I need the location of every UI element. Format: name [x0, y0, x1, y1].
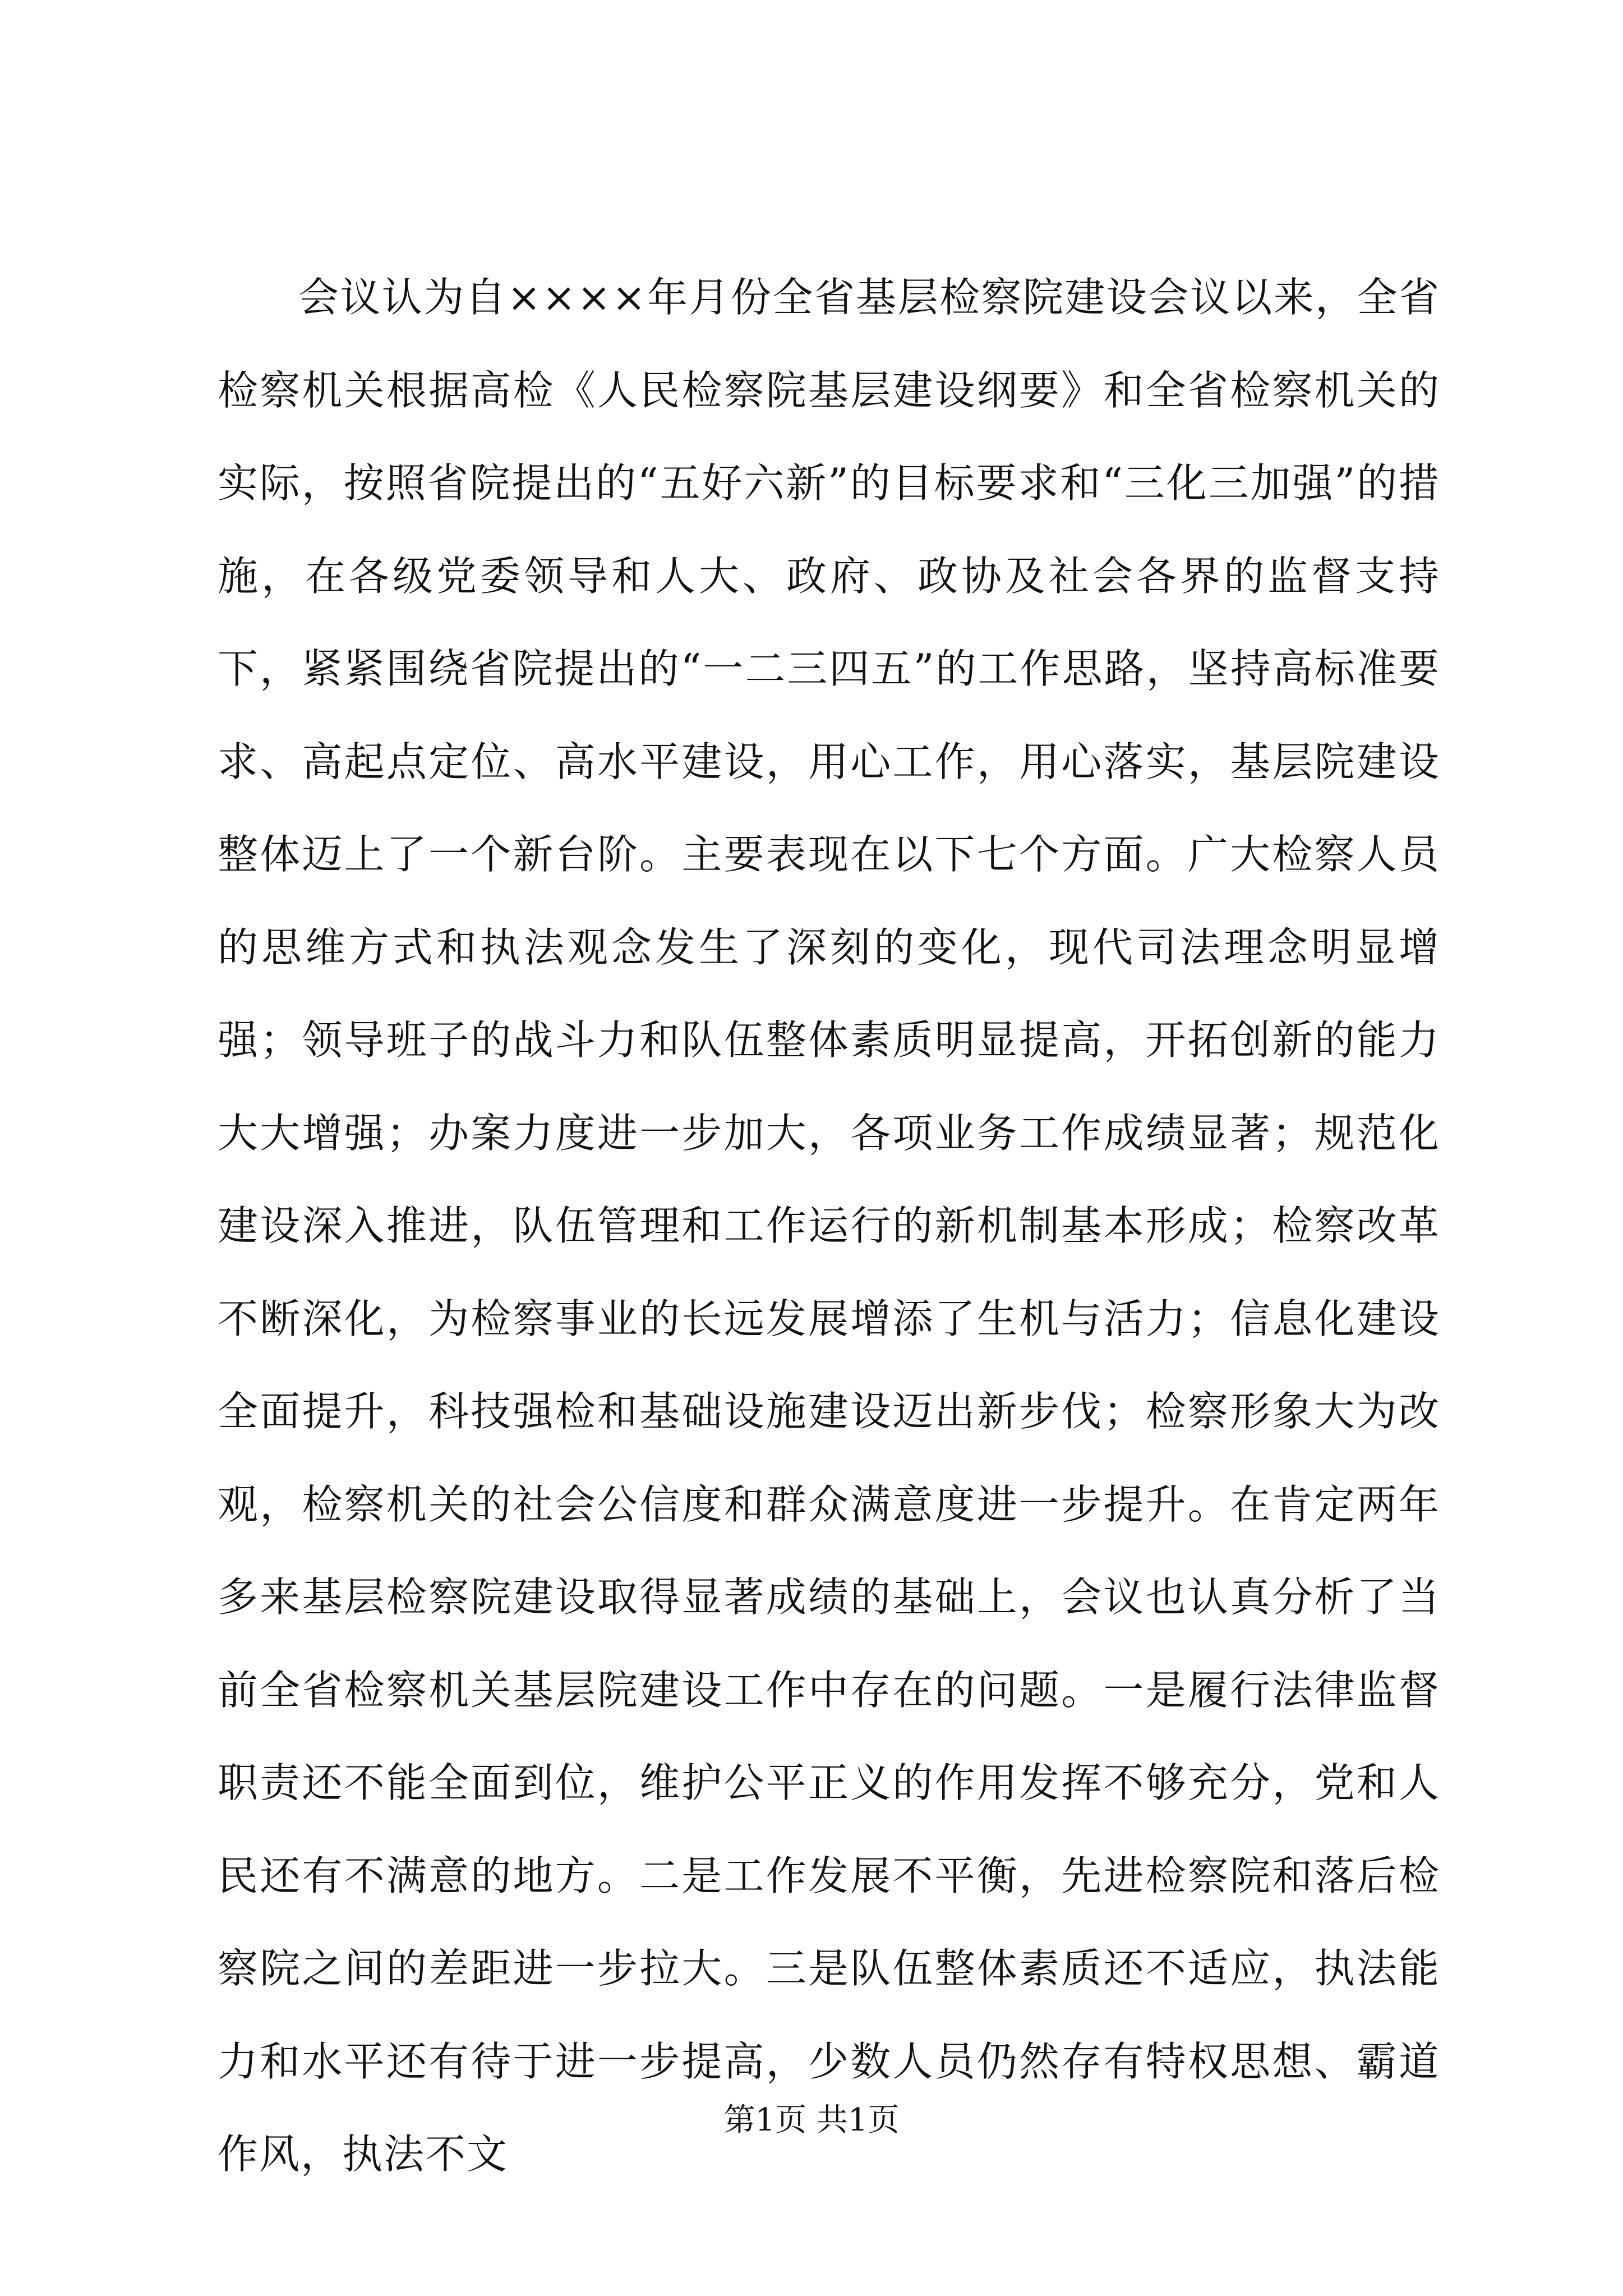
body-paragraph: 会议认为自××××年月份全省基层检察院建设会议以来，全省检察机关根据高检《人民检察院基层建设纲要》和全省检察机关的实际，按照省院提出的“五好六新”的目标要求和“三化三加强”的措施，在各级党委领导和人大、政府、政协及社会各界的监督支持下，紧紧围绕省院提出的“一二三四五”的工作思路，坚持高标准要求、高起点定位、高水平建设，用心工作，用心落实，基层院建设整体迈上了一个新台阶。主要表现在以下七个方面。广大检察人员的思维方式和执法观念发生了深刻的变化，现代司法理念明显增强；领导班子的战斗力和队伍整体素质明显提高，开拓创新的能力大大增强；办案力度进一步加大，各项业务工作成绩显著；规范化建设深入推进，队伍管理和工作运行的新机制基本形成；检察改革不断深化，为检察事业的长远发展增添了生机与活力；信息化建设全面提升，科技强检和基础设施建设迈出新步伐；检察形象大为改观，检察机关的社会公信度和群众满意度进一步提升。在肯定两年多来基层检察院建设取得显著成绩的基础上，会议也认真分析了当前全省检察机关基层院建设工作中存在的问题。一是履行法律监督职责还不能全面到位，维护公平正义的作用发挥不够充分，党和人民还有不满意的地方。二是工作发展不平衡，先进检察院和落后检察院之间的差距进一步拉大。三是队伍整体素质还不适应，执法能力和水平还有待于进一步提高，少数人员仍然存有特权思想、霸道作风，执法不文: [218, 274, 1440, 2178]
page-footer: 第1页 共1页: [723, 2102, 900, 2138]
